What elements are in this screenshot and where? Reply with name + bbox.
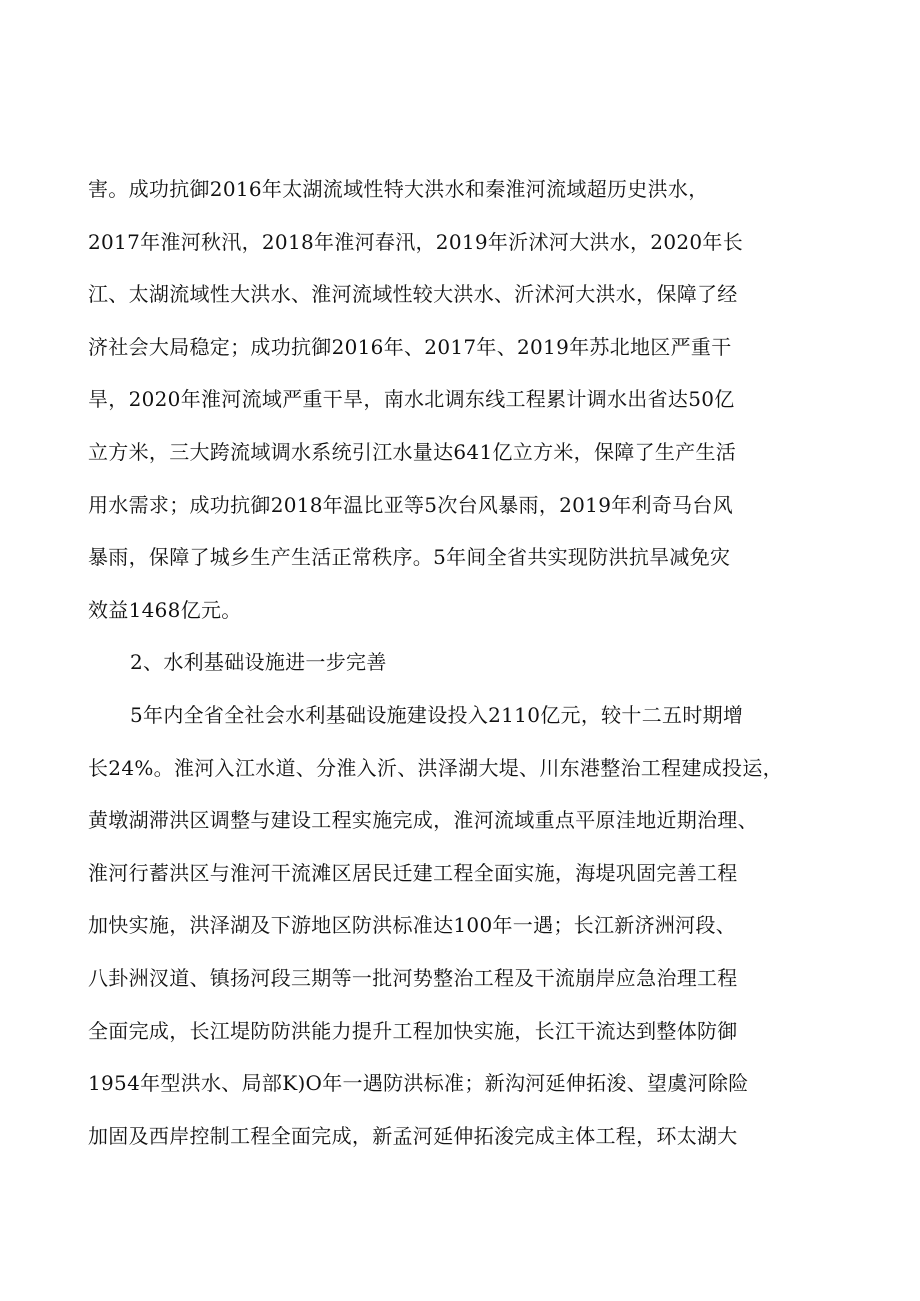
paragraph-line: 长24%。淮河入江水道、分淮入沂、洪泽湖大堤、川东港整治工程建成投运， bbox=[88, 755, 783, 780]
paragraph-line: 2017年淮河秋汛，2018年淮河春汛，2019年沂沭河大洪水，2020年长 bbox=[88, 229, 743, 254]
paragraph-line: 加固及西岸控制工程全面完成，新孟河延伸拓浚完成主体工程，环太湖大 bbox=[88, 1123, 738, 1148]
paragraph-line: 全面完成，长江堤防防洪能力提升工程加快实施，长江干流达到整体防御 bbox=[88, 1018, 738, 1043]
paragraph-line: 八卦洲汊道、镇扬河段三期等一批河势整治工程及干流崩岸应急治理工程 bbox=[88, 965, 738, 990]
paragraph-line: 5年内全省全社会水利基础设施建设投入2110亿元，较十二五时期增 bbox=[130, 702, 744, 727]
paragraph-line: 济社会大局稳定；成功抗御2016年、2017年、2019年苏北地区严重干 bbox=[88, 334, 732, 359]
section-heading: 2、水利基础设施进一步完善 bbox=[130, 650, 387, 675]
paragraph-line: 淮河行蓄洪区与淮河干流滩区居民迁建工程全面实施，海堤巩固完善工程 bbox=[88, 860, 738, 885]
paragraph-line: 1954年型洪水、局部K)O年一遇防洪标准；新沟河延伸拓浚、望虞河除险 bbox=[88, 1071, 749, 1096]
paragraph-line: 害。成功抗御2016年太湖流域性特大洪水和秦淮河流域超历史洪水， bbox=[88, 177, 709, 201]
paragraph-line: 暴雨，保障了城乡生产生活正常秩序。5年间全省共实现防洪抗旱减免灾 bbox=[88, 545, 731, 570]
paragraph-line: 黄墩湖滞洪区调整与建设工程实施完成，淮河流域重点平原洼地近期治理、 bbox=[88, 808, 758, 833]
body-text bbox=[88, 163, 888, 1162]
paragraph-line: 用水需求；成功抗御2018年温比亚等5次台风暴雨，2019年利奇马台风 bbox=[88, 492, 734, 517]
paragraph-line: 加快实施，洪泽湖及下游地区防洪标准达100年一遇；长江新济洲河段、 bbox=[88, 913, 737, 938]
paragraph-line: 效益1468亿元。 bbox=[88, 597, 242, 622]
paragraph-line: 旱，2020年淮河流域严重干旱，南水北调东线工程累计调水出省达50亿 bbox=[88, 387, 735, 412]
paragraph-line: 立方米，三大跨流域调水系统引江水量达641亿立方米，保障了生产生活 bbox=[88, 439, 737, 464]
paragraph-line: 江、太湖流域性大洪水、淮河流域性较大洪水、沂沭河大洪水，保障了经 bbox=[88, 282, 738, 307]
